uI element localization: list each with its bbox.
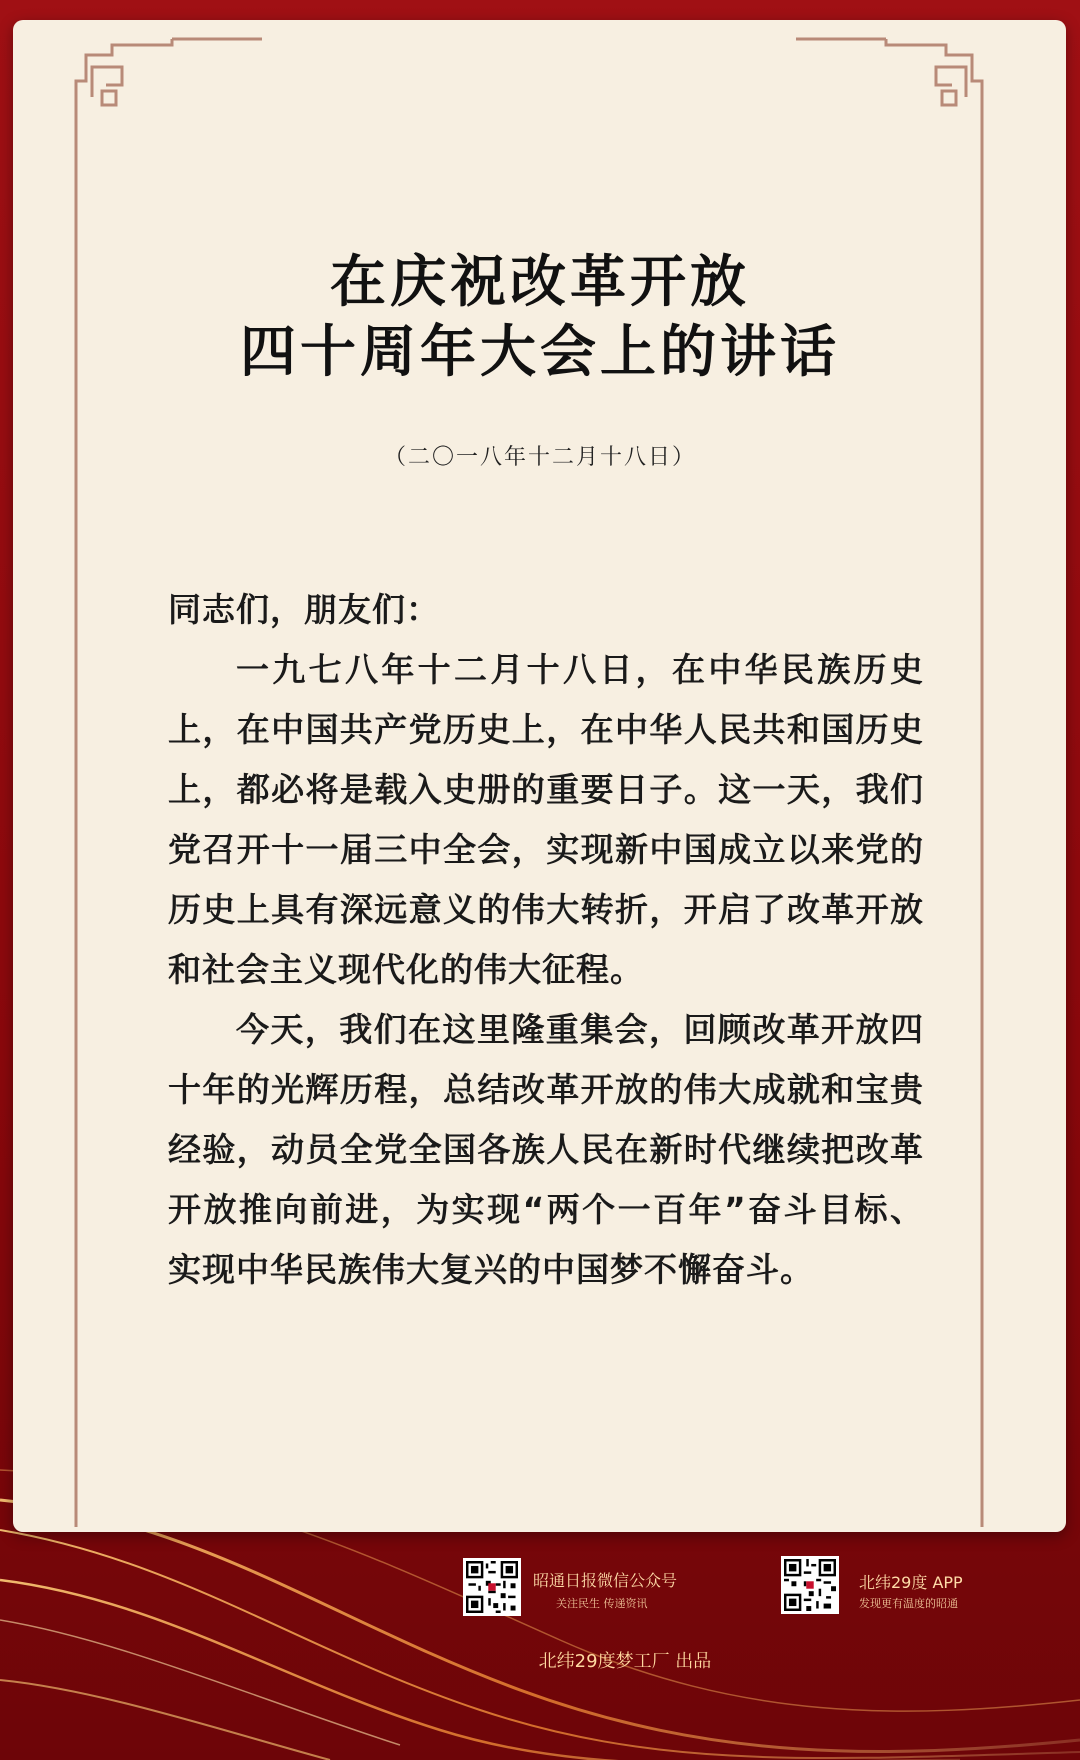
page-title-line-2: 四十周年大会上的讲话 [240,320,840,385]
app-subtitle: 发现更有温度的昭通 [859,1597,958,1610]
wechat-qr-code [463,1558,521,1616]
app-title: 北纬29度 APP [859,1573,963,1592]
wechat-account-title: 昭通日报微信公众号 [533,1571,678,1590]
speech-body [168,580,924,1300]
speech-date: （二〇一八年十二月十八日） [383,445,696,470]
qr-code-icon [784,1559,836,1611]
qr-code-icon [466,1561,518,1613]
producer-credit: 北纬29度梦工厂 出品 [538,1651,712,1672]
wechat-account-subtitle: 关注民生 传递资讯 [556,1597,648,1610]
page-title-line-1: 在庆祝改革开放 [330,250,750,315]
paragraph: 一九七八年十二月十八日，在中华民族历史上，在中国共产党历史上，在中华人民共和国历史上，都必将是载入史册的重要日子。这一天，我们党召开十一届三中全会，实现新中国成立以来党的历史上具有深远意义的伟大转折，开启了改革开放和社会主义现代化的伟大征程。 [168,650,924,989]
app-qr-code [781,1556,839,1614]
salutation: 同志们，朋友们： [168,590,440,629]
paragraph: 今天，我们在这里隆重集会，回顾改革开放四十年的光辉历程，总结改革开放的伟大成就和宝贵经验，动员全党全国各族人民在新时代继续把改革开放推向前进，为实现“两个一百年”奋斗目标、实现中华民族伟大复兴的中国梦不懈奋斗。 [168,1010,924,1289]
